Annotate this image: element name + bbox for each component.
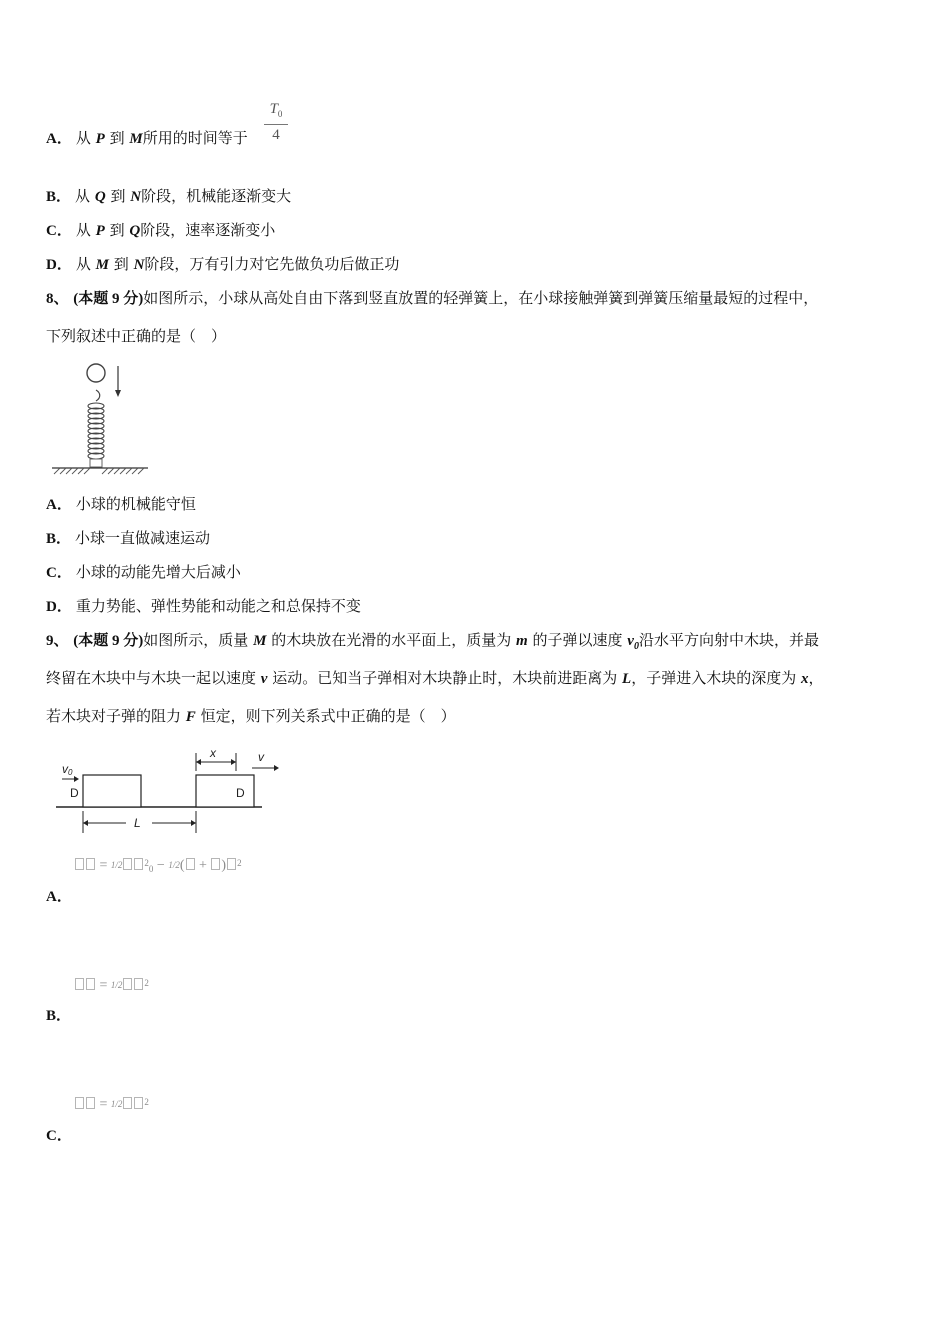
var-x: x <box>801 671 809 687</box>
minus-sign: − <box>156 858 165 873</box>
stem-text: 的子弹以速度 <box>532 631 623 649</box>
option-letter: D． <box>46 599 72 615</box>
var-n: N <box>130 189 142 205</box>
text: 到 <box>109 129 125 147</box>
v-arrow-head <box>274 765 279 771</box>
equals-sign: = <box>99 858 108 873</box>
stem-text: 恒定，则下列关系式中正确的是（ ） <box>200 707 456 725</box>
fraction-half: 1/2 <box>168 860 180 871</box>
missing-glyph <box>123 978 132 990</box>
question-score: (本题 9 分) <box>73 291 144 307</box>
q9-stem-line2 <box>46 668 824 689</box>
q8-option-c[interactable] <box>46 562 241 583</box>
fraction-half: 1/2 <box>110 1099 123 1110</box>
x-arrow-head-right <box>231 759 236 765</box>
option-letter: D． <box>46 257 72 273</box>
var-v0 <box>627 633 639 652</box>
text: 阶段，机械能逐渐变大 <box>141 187 292 205</box>
q7-option-c[interactable] <box>46 220 275 241</box>
missing-glyph <box>186 858 195 870</box>
stem-text: 终留在木块中与木块一起以速度 <box>46 669 257 687</box>
option-letter: B． <box>46 531 72 547</box>
option-letter: C． <box>46 1128 72 1144</box>
l-arrow-head-left <box>83 820 88 826</box>
question-number: 8、 <box>46 291 69 307</box>
missing-glyph <box>86 978 95 990</box>
paren-right: ) <box>221 858 227 873</box>
missing-glyph <box>134 978 143 990</box>
stem-text: ， <box>808 669 824 687</box>
fraction-bar <box>264 124 288 125</box>
var-n: N <box>133 257 145 273</box>
fig-label-l: L <box>134 816 141 830</box>
fig-label-v0: v0 <box>62 762 73 777</box>
q8-option-d[interactable] <box>46 596 361 617</box>
missing-glyph <box>86 1097 95 1109</box>
plus-sign: + <box>199 858 207 873</box>
q8-option-a[interactable] <box>46 494 196 515</box>
frac-numerator: T <box>269 101 278 117</box>
option-text: 重力势能、弹性势能和动能之和总保持不变 <box>75 597 361 615</box>
stem-text: 运动。已知当子弹相对木块静止时，木块前进距离为 <box>272 669 618 687</box>
var-p: P <box>95 131 105 147</box>
missing-glyph <box>75 1097 84 1109</box>
formula-b <box>74 978 149 994</box>
var-subscript: 0 <box>633 641 639 652</box>
missing-glyph <box>134 1097 143 1109</box>
spring-base <box>90 459 102 467</box>
exponent: 2 <box>237 858 242 868</box>
subscript: 0 <box>148 864 154 874</box>
q7-option-a[interactable] <box>46 128 248 149</box>
q9-stem-line1 <box>46 630 819 657</box>
paren-left: ( <box>179 858 185 873</box>
q9-option-a[interactable] <box>46 886 76 907</box>
text: 从 <box>75 255 91 273</box>
q8-stem-line2 <box>46 326 226 346</box>
var-m: M <box>95 257 109 273</box>
stem-text: 如图所示，小球从高处自由下落到竖直放置的轻弹簧上，在小球接触弹簧到弹簧压缩量最短的过程中， <box>143 289 819 307</box>
fig-label-x: x <box>210 746 216 760</box>
stem-text: 下列叙述中正确的是（ ） <box>46 327 227 345</box>
frac-subscript: 0 <box>277 109 283 119</box>
missing-glyph <box>134 858 143 870</box>
missing-glyph <box>227 858 236 870</box>
var-q: Q <box>129 223 141 239</box>
var-l: L <box>622 671 632 687</box>
block-initial <box>83 775 141 807</box>
v0-arrow-head <box>74 776 79 782</box>
option-letter: A． <box>46 497 72 513</box>
text: 到 <box>113 255 129 273</box>
fall-arrow-head <box>115 390 121 397</box>
var-p: P <box>95 223 105 239</box>
missing-glyph <box>123 1097 132 1109</box>
fraction-t0-over-4 <box>262 100 290 144</box>
missing-glyph <box>75 978 84 990</box>
fig-bullet-2: D <box>236 786 245 800</box>
text: 从 <box>75 129 91 147</box>
fig-bullet-1: D <box>70 786 79 800</box>
option-letter: A． <box>46 889 72 905</box>
var-v: v <box>627 633 634 649</box>
text: 从 <box>75 221 91 239</box>
spring-coils <box>88 403 104 459</box>
q8-stem-line1 <box>46 288 818 309</box>
option-text: 小球的机械能守恒 <box>75 495 196 513</box>
var-m-small: m <box>516 633 528 649</box>
q8-option-b[interactable] <box>46 528 210 549</box>
stem-text: 如图所示，质量 <box>143 631 249 649</box>
var-f: F <box>185 709 196 725</box>
question-score: (本题 9 分) <box>73 633 144 649</box>
text: 所用的时间等于 <box>142 129 248 147</box>
option-text: 小球一直做减速运动 <box>75 529 211 547</box>
formula-a <box>74 858 242 874</box>
stem-text: 的木块放在光滑的水平面上，质量为 <box>271 631 512 649</box>
missing-glyph <box>75 858 84 870</box>
stem-text: 沿水平方向射中木块，并最 <box>638 631 819 649</box>
text: 从 <box>75 187 91 205</box>
fraction-half: 1/2 <box>110 860 123 871</box>
q9-stem-line3 <box>46 706 456 727</box>
option-letter: A． <box>46 131 72 147</box>
q7-option-d[interactable] <box>46 254 399 275</box>
frac-denominator: 4 <box>272 127 280 143</box>
formula-c <box>74 1097 149 1113</box>
equals-sign: = <box>99 978 108 993</box>
x-arrow-head-left <box>196 759 201 765</box>
text: 到 <box>110 187 126 205</box>
bullet-block-figure <box>50 745 290 840</box>
option-letter: C． <box>46 223 72 239</box>
var-m-big: M <box>253 633 267 649</box>
text: 阶段，速率逐渐变小 <box>140 221 276 239</box>
var-m: M <box>129 131 143 147</box>
exponent: 2 <box>144 978 149 988</box>
fraction-half: 1/2 <box>110 980 123 991</box>
stem-text: 若木块对子弹的阻力 <box>46 707 182 725</box>
fig-label-v: v <box>258 750 264 764</box>
ground-hatch <box>54 468 144 474</box>
ball <box>87 364 105 382</box>
block-final <box>196 775 254 807</box>
var-q: Q <box>94 189 106 205</box>
missing-glyph <box>86 858 95 870</box>
option-text: 小球的动能先增大后减小 <box>75 563 241 581</box>
spring-ball-figure <box>46 356 156 480</box>
q9-option-b[interactable] <box>46 1005 75 1026</box>
exponent: 2 <box>144 858 149 868</box>
option-letter: B． <box>46 1008 72 1024</box>
missing-glyph <box>123 858 132 870</box>
stem-text: ，子弹进入木块的深度为 <box>631 669 797 687</box>
text: 到 <box>109 221 125 239</box>
option-letter: C． <box>46 565 72 581</box>
equals-sign: = <box>99 1097 108 1112</box>
var-v: v <box>260 671 268 687</box>
q9-option-c[interactable] <box>46 1125 76 1146</box>
missing-glyph <box>211 858 220 870</box>
l-arrow-head-right <box>191 820 196 826</box>
exponent: 2 <box>144 1097 149 1107</box>
option-letter: B． <box>46 189 72 205</box>
spring-top-hook <box>96 390 100 401</box>
q7-option-b[interactable] <box>46 186 291 207</box>
text: 阶段，万有引力对它先做负功后做正功 <box>144 255 400 273</box>
question-number: 9、 <box>46 633 69 649</box>
